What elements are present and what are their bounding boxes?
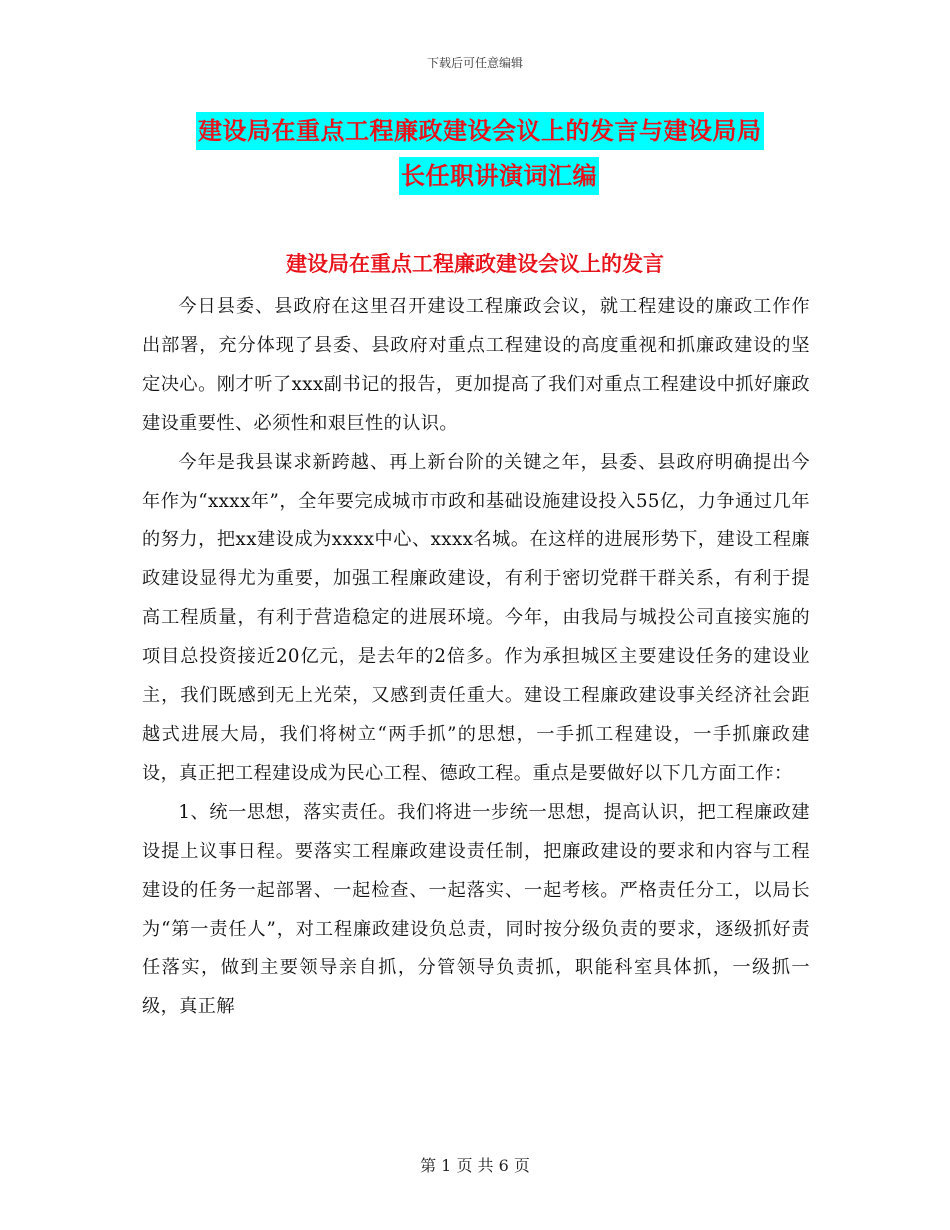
- body-text: [142, 288, 810, 1027]
- title-line-1: 建设局在重点工程廉政建设会议上的发言与建设局局: [196, 112, 764, 150]
- paragraph: 1、统一思想，落实责任。我们将进一步统一思想，提高认识，把工程廉政建设提上议事日程。要落实工程廉政建设责任制，把廉政建设的要求和内容与工程建设的任务一起部署、一起检查、一起落实、一起考核。严格责任分工，以局长为“第一责任人”，对工程廉政建设负总责，同时按分级负责的要求，逐级抓好责任落实，做到主要领导亲自抓，分管领导负责抓，职能科室具体抓，一级抓一级，真正解: [142, 801, 810, 1018]
- page-header-note: 下载后可任意编辑: [426, 56, 523, 70]
- paragraph: 今日县委、县政府在这里召开建设工程廉政会议，就工程建设的廉政工作作出部署，充分体现了县委、县政府对重点工程建设的高度重视和抓廉政建设的坚定决心。刚才听了xxx副书记的报告，更加提高了我们对重点工程建设中抓好廉政建设重要性、必须性和艰巨性的认识。: [142, 296, 810, 434]
- title-line-2: 长任职讲演词汇编: [399, 157, 599, 195]
- paragraph: 今年是我县谋求新跨越、再上新台阶的关键之年，县委、县政府明确提出今年作为“xxxx年”，全年要完成城市市政和基础设施建设投入55亿，力争通过几年的努力，把xx建设成为xxxx中心、xxxx名城。在这样的进展形势下，建设工程廉政建设显得尤为重要，加强工程廉政建设，有利于密切党群干群关系，有利于提高工程质量，有利于营造稳定的进展环境。今年，由我局与城投公司直接实施的项目总投资接近20亿元，是去年的2倍多。作为承担城区主要建设任务的建设业主，我们既感到无上光荣，又感到责任重大。建设工程廉政建设事关经济社会距越式进展大局，我们将树立“两手抓”的思想，一手抓工程建设，一手抓廉政建设，真正把工程建设成为民心工程、德政工程。重点是要做好以下几方面工作：: [142, 451, 810, 784]
- section-title: 建设局在重点工程廉政建设会议上的发言: [286, 251, 664, 276]
- page-number-footer: 第 1 页 共 6 页: [420, 1156, 530, 1175]
